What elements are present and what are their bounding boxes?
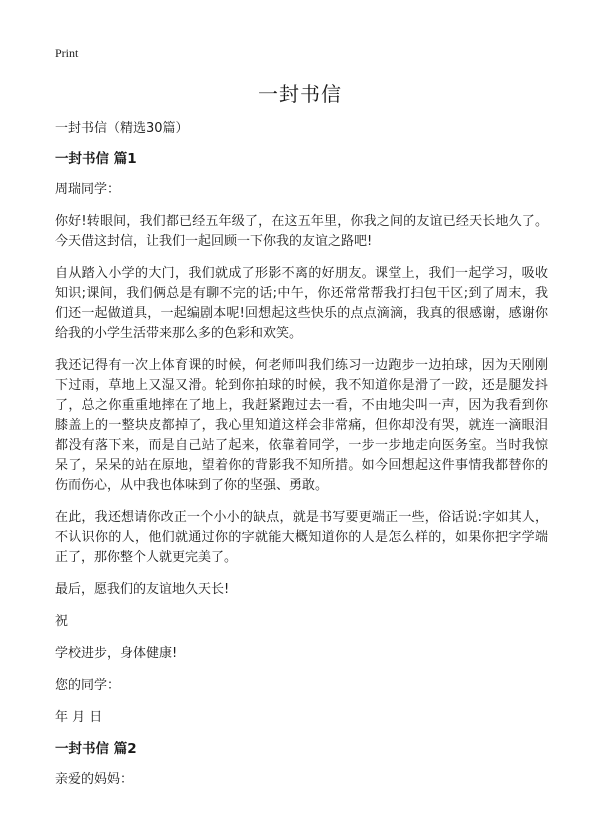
salutation: 周瑞同学： [55, 182, 121, 197]
page-title: 一封书信 [258, 82, 342, 106]
document-subtitle: 一封书信（精选30篇） [55, 121, 189, 136]
paragraph: 你好!转眼间，我们都已经五年级了，在这五年里，你我之间的友谊已经天长地久了。今天借这封信，让我们一起回顾一下你我的友谊之路吧! [55, 214, 548, 249]
paragraph: 自从踏入小学的大门，我们就成了形影不离的好朋友。课堂上，我们一起学习，吸收知识;课间，我们俩总是有聊不完的话;中午，你还常常帮我打扫包干区;到了周末，我们还一起做道具，一起编剧本呢!回想起这些快乐的点点滴滴，我真的很感谢，感谢你给我的小学生活带来那么多的色彩和欢笑。 [55, 266, 548, 341]
signature: 您的同学： [55, 678, 121, 693]
paragraph: 在此，我还想请你改正一个小小的缺点，就是书写要更端正一些，俗话说:字如其人，不认识你的人，他们就通过你的字就能大概知道你的人是怎么样的，如果你把字学端正了，那你整个人就更完美了。 [55, 510, 548, 565]
closing-blessing: 学校进步，身体健康! [55, 646, 178, 661]
print-link[interactable]: Print [55, 46, 79, 60]
section-heading-1: 一封书信 篇1 [55, 151, 137, 167]
closing-zhu: 祝 [55, 614, 69, 629]
section-heading-2: 一封书信 篇2 [55, 741, 137, 757]
date-line: 年 月 日 [55, 710, 103, 725]
document-body [55, 120, 548, 802]
closing-wish: 最后，愿我们的友谊地久天长! [55, 582, 230, 597]
salutation: 亲爱的妈妈： [55, 772, 134, 787]
paragraph: 我还记得有一次上体育课的时候，何老师叫我们练习一边跑步一边拍球，因为天刚刚下过雨，草地上又湿又滑。轮到你拍球的时候，我不知道你是滑了一跤，还是腿发抖了，总之你重重地摔在了地上，我赶紧跑过去一看，不由地尖叫一声，因为我看到你膝盖上的一整块皮都掉了，我心里知道这样会非常痛，但你却没有哭，就连一滴眼泪都没有落下来，而是自己站了起来，依靠着同学，一步一步地走向医务室。当时我惊呆了，呆呆的站在原地，望着你的背影我不知所措。如今回想起这件事情我都替你的伤而伤心，从中我也体味到了你的坚强、勇敢。 [55, 358, 548, 493]
